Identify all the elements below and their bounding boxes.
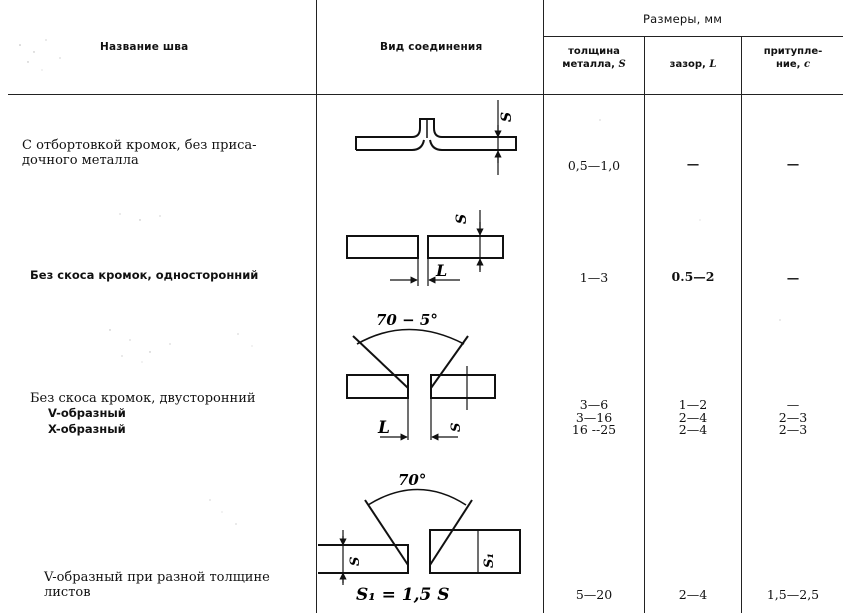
- drawing-v-groove-joint: [347, 330, 495, 441]
- header-gap-word: зазор,: [669, 59, 706, 70]
- drawing-v-groove-unequal-joint: [318, 490, 520, 586]
- row4-thickness: 5—20: [575, 587, 613, 602]
- header-thickness-word: металла,: [562, 59, 615, 70]
- row2-gap: 0.5—2: [671, 269, 715, 284]
- drawing2-s-label: S: [454, 213, 470, 224]
- row3-blunt-3: 2—3: [778, 422, 808, 437]
- row4-name-line1: V-образный при разной толщине: [44, 570, 270, 585]
- drawing3-l-label: L: [378, 418, 390, 438]
- drawing4-s-label: S: [348, 556, 363, 566]
- header-gap-symbol: L: [709, 59, 717, 70]
- row3-thickness-3: 16 --25: [571, 422, 617, 437]
- drawing4-formula: S₁ = 1,5 S: [356, 585, 450, 605]
- row2-thickness: 1—3: [579, 270, 609, 285]
- header-view-column: Вид соединения: [380, 41, 483, 53]
- row3-sub-x-label: X-образный: [48, 422, 126, 436]
- header-sizes-group: Размеры, мм: [643, 12, 723, 26]
- row1-name-line1: С отбортовкой кромок, без приса-: [22, 138, 257, 153]
- row2-name-line1: Без скоса кромок, односторонний: [30, 268, 259, 282]
- header-thickness-line1: толщина: [568, 46, 620, 57]
- drawing1-s-label: S: [499, 111, 515, 122]
- row3-blunt-2: 2—3: [778, 409, 808, 425]
- row3-sub-v-label: V-образный: [48, 406, 126, 420]
- row4-gap: 2—4: [678, 587, 708, 602]
- row1-name-line2: дочного металла: [22, 153, 139, 168]
- row1-blunt: —: [786, 156, 800, 171]
- row1-gap: —: [686, 156, 700, 171]
- row4-blunt: 1,5—2,5: [766, 587, 820, 602]
- drawing4-angle-label: 70°: [398, 471, 427, 489]
- header-name-column: Название шва: [100, 41, 189, 53]
- header-blunt-word: ние,: [775, 59, 801, 70]
- drawing3-angle-label: 70 − 5°: [376, 311, 438, 329]
- row3-thickness-1: 3—6: [579, 397, 609, 412]
- row4-name-line2: листов: [44, 585, 91, 600]
- header-blunt-symbol: c: [803, 59, 811, 70]
- drawing4-s1-label: S₁: [482, 552, 497, 568]
- row3-gap-1: 1—2: [678, 397, 708, 412]
- drawing2-l-label: L: [436, 261, 448, 280]
- drawing-flanged-joint: [356, 100, 516, 175]
- row3-thickness-2: 3—16: [575, 409, 613, 425]
- row2-blunt: —: [786, 270, 800, 285]
- row3-blunt-1: —: [786, 397, 800, 412]
- row3-gap-2: 2—4: [678, 409, 708, 425]
- row1-thickness: 0,5—1,0: [567, 158, 621, 173]
- drawing3-s-label: S: [449, 422, 464, 432]
- row3-name-line1: Без скоса кромок, двусторонний: [30, 391, 256, 406]
- header-blunt-line1: притупле-: [763, 46, 823, 57]
- drawing-square-butt-joint: [347, 210, 503, 286]
- header-thickness-symbol: S: [618, 59, 626, 70]
- row3-gap-3: 2—4: [678, 422, 708, 437]
